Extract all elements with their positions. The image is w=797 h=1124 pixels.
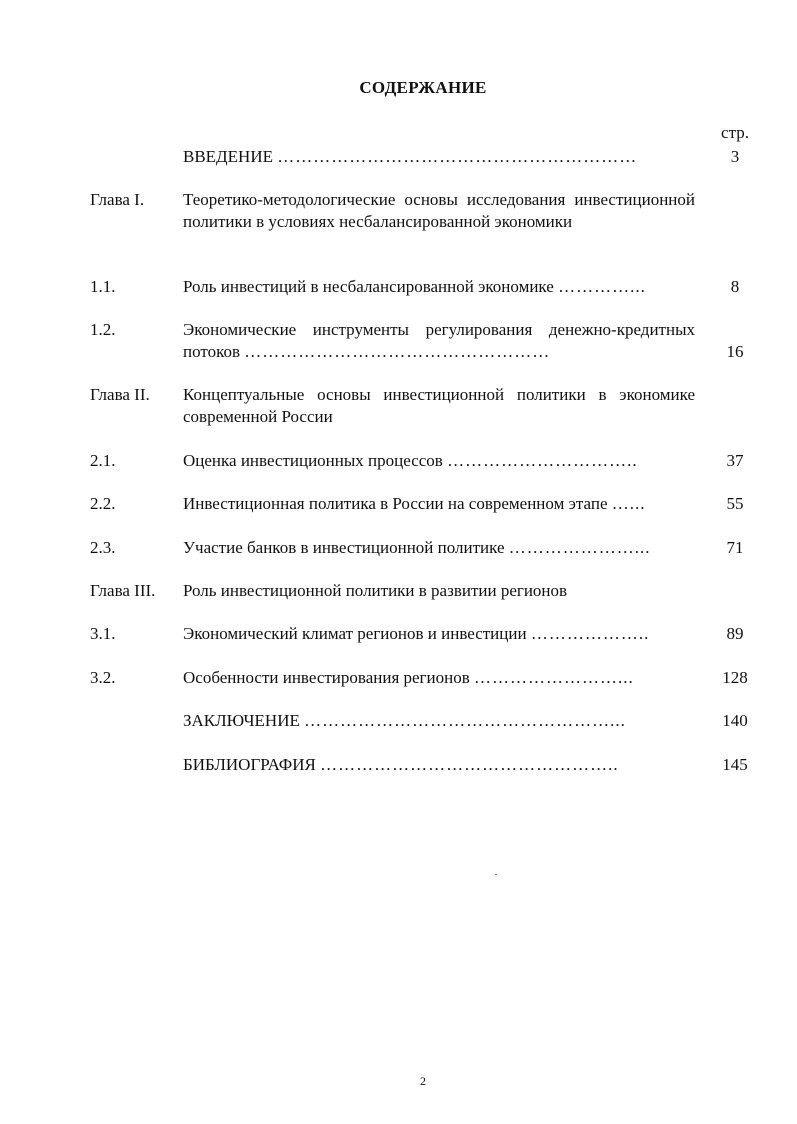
toc-entry-label: 3.2. (90, 668, 116, 687)
toc-entry-label: 2.2. (90, 494, 116, 513)
toc-entry-title: Особенности инвестирования регионов ……………………... (183, 668, 634, 687)
toc-entry-title: Экономический климат регионов и инвестиции ……………….. (183, 624, 650, 643)
toc-entry-page: 71 (726, 538, 744, 557)
toc-entry-title: Теоретико-методологические основы исследования инвестиционной политики в условиях несбалансированной экономики (183, 190, 695, 231)
toc-entry-label: Глава II. (90, 385, 150, 404)
toc-entry-page: 55 (726, 494, 744, 513)
toc-entry-label: Глава I. (90, 190, 145, 209)
scan-speck (495, 874, 497, 875)
toc-entry-title: Роль инвестиций в несбалансированной экономике …………... (183, 277, 646, 296)
toc-entry-label: Глава III. (90, 581, 156, 600)
toc-entry-label: 2.3. (90, 538, 116, 557)
toc-entry-title: ВВЕДЕНИЕ …………………………………………………… (183, 147, 638, 166)
page-number: 2 (420, 1074, 426, 1088)
toc-entry-label: 3.1. (90, 624, 116, 643)
toc-entry-title: Экономические инструменты регулирования денежно-кредитных потоков …………………………………………… (183, 320, 695, 361)
toc-entry-page: 8 (730, 277, 740, 296)
page-title: СОДЕРЖАНИЕ (359, 78, 487, 97)
toc-entry-title: ЗАКЛЮЧЕНИЕ ……………………………………………... (183, 711, 626, 730)
toc-entry-label: 1.2. (90, 320, 116, 339)
toc-entry-title: Участие банков в инвестиционной политике …………………... (183, 538, 651, 557)
toc-entry-label: 2.1. (90, 451, 116, 470)
toc-entry-page: 3 (730, 147, 740, 166)
toc-entry-title: Роль инвестиционной политики в развитии регионов (183, 581, 568, 600)
toc-entry-page: 128 (722, 668, 748, 687)
toc-entry-title: БИБЛИОГРАФИЯ ………………………………………….. (183, 755, 619, 774)
toc-entry-page: 89 (726, 624, 744, 643)
toc-entry-page: 140 (722, 711, 748, 730)
toc-entry-page: 37 (726, 451, 744, 470)
page-column-header: стр. (721, 123, 749, 142)
toc-entry-title: Инвестиционная политика в России на современном этапе …... (183, 494, 646, 513)
toc-entry-label: 1.1. (90, 277, 116, 296)
toc-entry-title: Концептуальные основы инвестиционной политики в экономике современной России (183, 385, 695, 426)
toc-entry-title: Оценка инвестиционных процессов ………………………….. (183, 451, 638, 470)
toc-entry-page: 16 (726, 342, 744, 361)
toc-entry-page: 145 (722, 755, 748, 774)
